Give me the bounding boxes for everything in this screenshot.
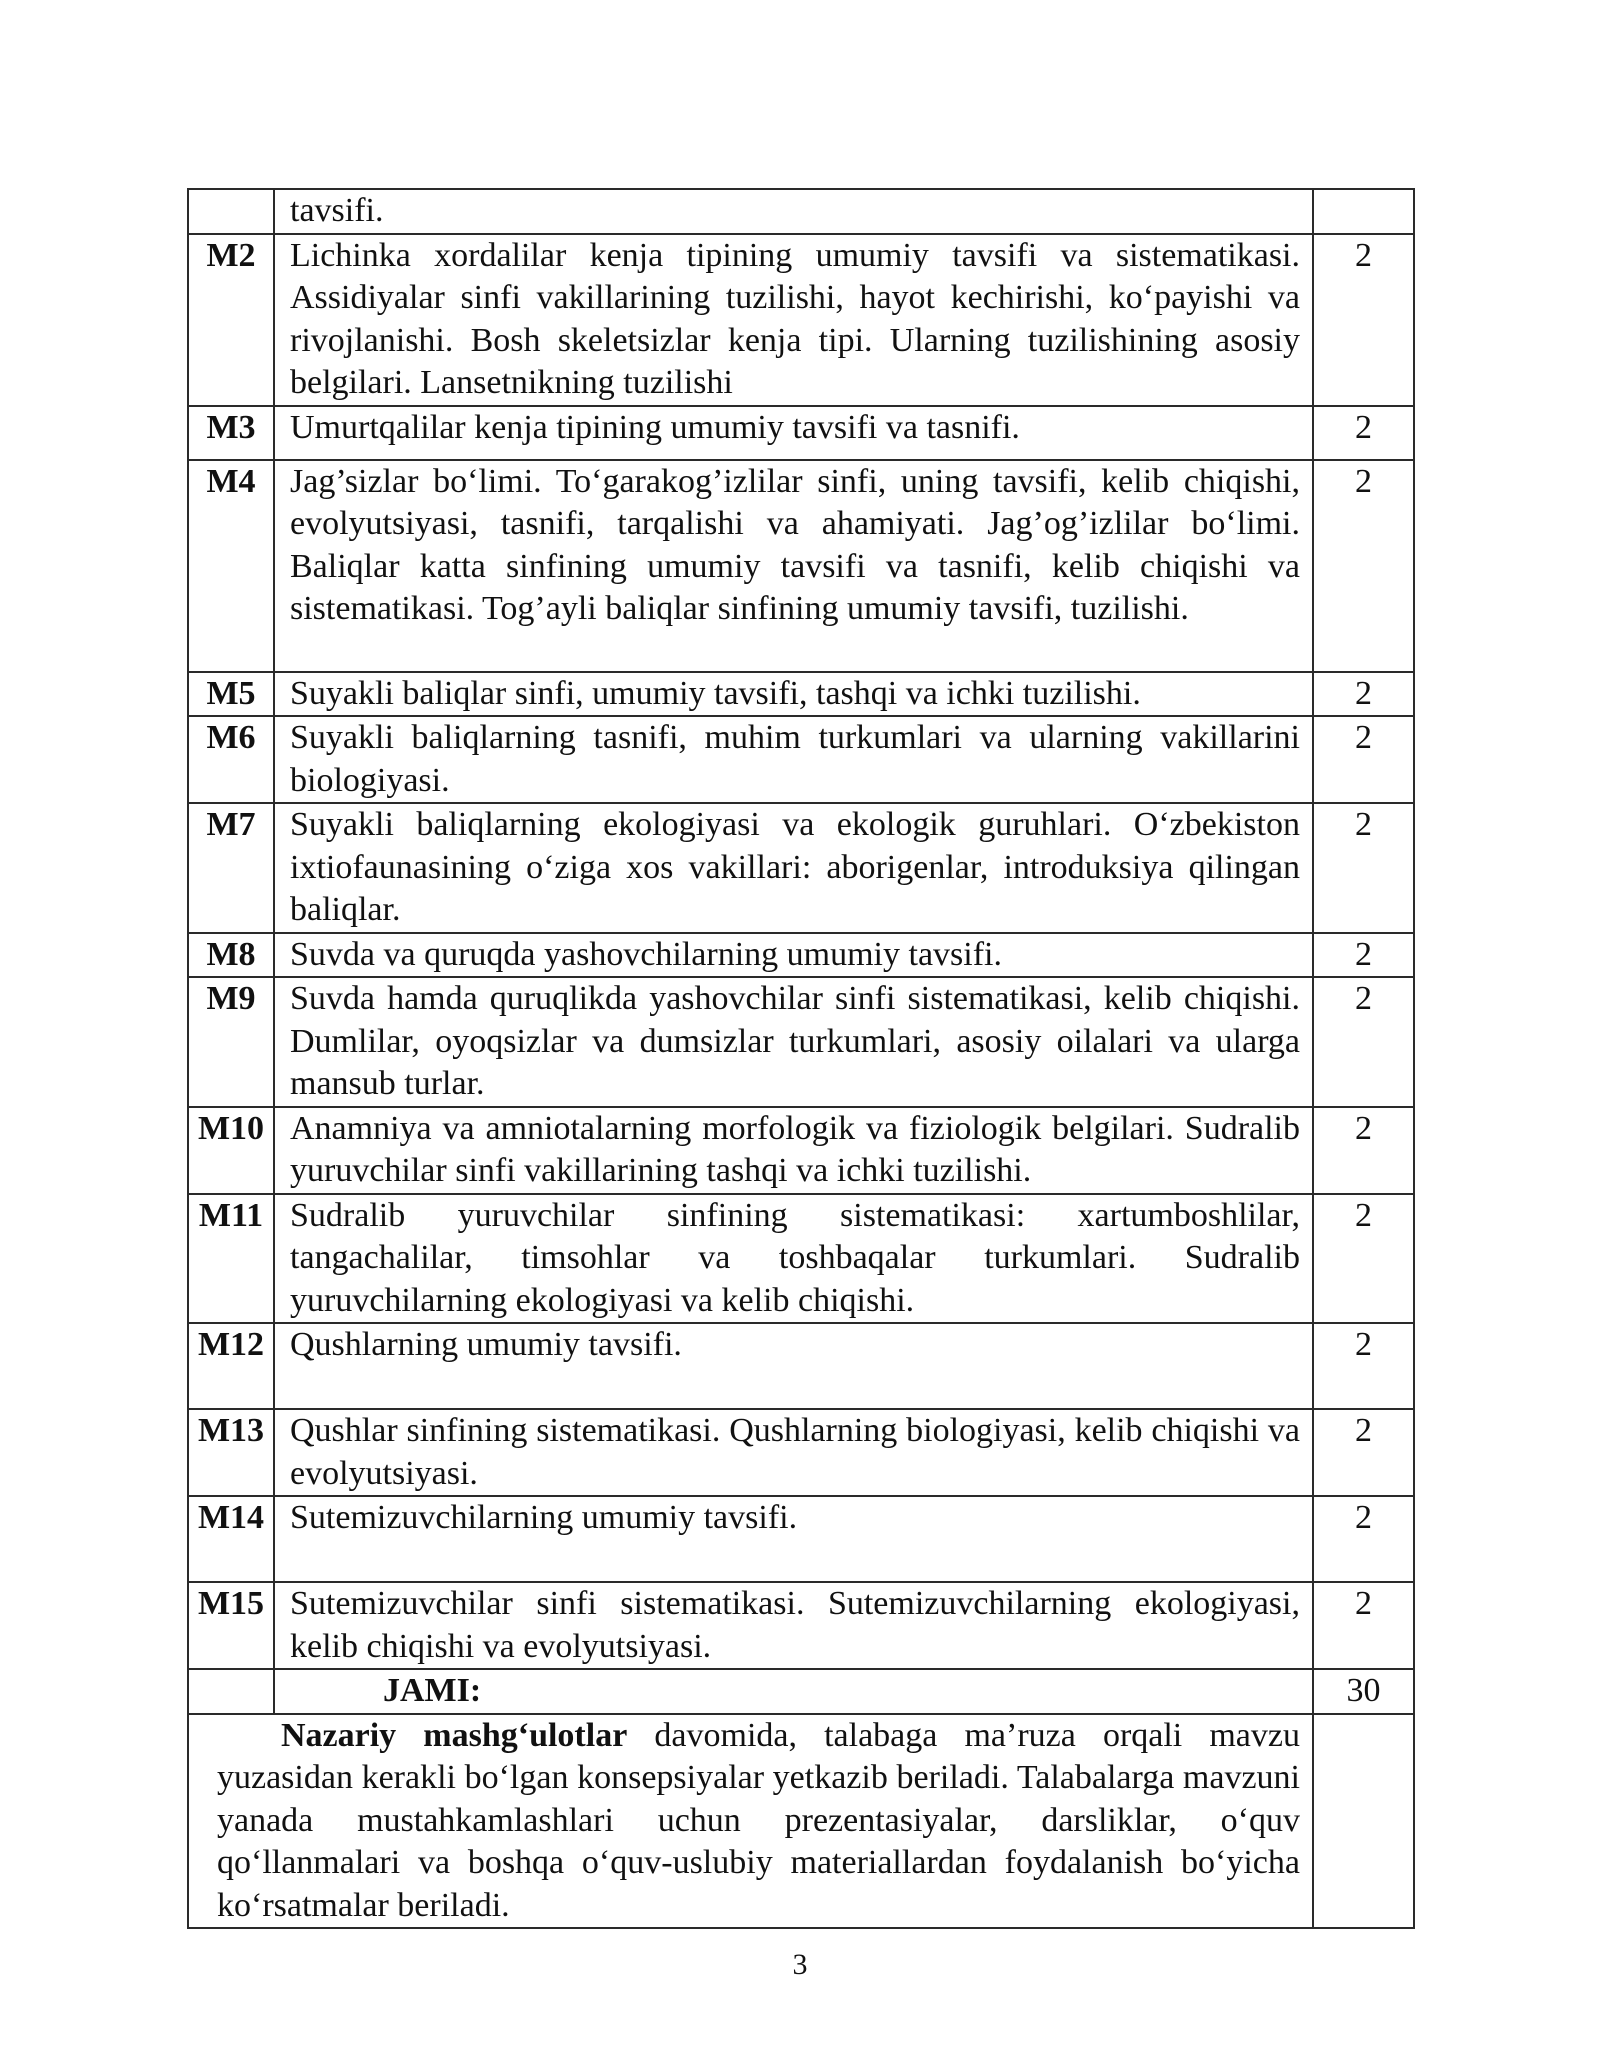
note-text: davomida, talabaga ma’ruza orqali mavzu yuzasidan kerakli bo‘lgan konsepsiyalar yetkazib beriladi. Talabalarga mavzuni yanada mustahkamlashlari uchun prezentasiyalar, darsliklar, o‘quv qo‘llanmalari va boshqa o‘quv-uslubiy materiallardan foydalanish bo‘yicha ko‘rsatmalar beriladi. <box>217 1716 1300 1924</box>
hours-value: 2 <box>1313 460 1414 672</box>
module-code: M14 <box>188 1496 274 1582</box>
table-row <box>188 460 1414 672</box>
hours-value: 2 <box>1313 1194 1414 1324</box>
table-row <box>188 1496 1414 1582</box>
topic-description: Umurtqalilar kenja tipining umumiy tavsifi va tasnifi. <box>274 406 1313 460</box>
topic-description: Suyakli baliqlarning ekologiyasi va ekologik guruhlari. O‘zbekiston ixtiofaunasining o‘ziga xos vakillari: aborigenlar, introduksiya qilingan baliqlar. <box>274 803 1313 933</box>
table-row <box>188 672 1414 717</box>
total-code-cell <box>188 1669 274 1714</box>
module-code: M12 <box>188 1323 274 1409</box>
topic-description: tavsifi. <box>274 189 1313 234</box>
topic-description: Sudralib yuruvchilar sinfining sistematikasi: xartumboshlilar, tangachalilar, timsohlar va toshbaqalar turkumlari. Sudralib yuruvchilarning ekologiyasi va kelib chiqishi. <box>274 1194 1313 1324</box>
hours-value: 2 <box>1313 234 1414 406</box>
note-cell <box>188 1714 1313 1929</box>
note-row <box>188 1714 1414 1929</box>
table-body <box>188 189 1414 1669</box>
hours-value <box>1313 189 1414 234</box>
lecture-topics-table <box>187 188 1415 1929</box>
hours-value: 2 <box>1313 1323 1414 1409</box>
module-code: M7 <box>188 803 274 933</box>
module-code: M8 <box>188 933 274 978</box>
table-row <box>188 1409 1414 1496</box>
module-code: M4 <box>188 460 274 672</box>
topic-description: Suvda hamda quruqlikda yashovchilar sinfi sistematikasi, kelib chiqishi. Dumlilar, oyoqsizlar va dumsizlar turkumlari, asosiy oilalari va ularga mansub turlar. <box>274 977 1313 1107</box>
hours-value: 2 <box>1313 1409 1414 1496</box>
topic-description: Qushlarning umumiy tavsifi. <box>274 1323 1313 1409</box>
topic-description: Suyakli baliqlar sinfi, umumiy tavsifi, tashqi va ichki tuzilishi. <box>274 672 1313 717</box>
topic-description: Suyakli baliqlarning tasnifi, muhim turkumlari va ularning vakillarini biologiyasi. <box>274 716 1313 803</box>
table-row <box>188 1194 1414 1324</box>
module-code: M5 <box>188 672 274 717</box>
table-row <box>188 234 1414 406</box>
topic-description: Qushlar sinfining sistematikasi. Qushlarning biologiyasi, kelib chiqishi va evolyutsiyasi. <box>274 1409 1313 1496</box>
topic-description: Sutemizuvchilar sinfi sistematikasi. Sutemizuvchilarning ekologiyasi, kelib chiqishi va evolyutsiyasi. <box>274 1582 1313 1669</box>
table-row <box>188 1582 1414 1669</box>
module-code: M15 <box>188 1582 274 1669</box>
module-code: M3 <box>188 406 274 460</box>
total-hours: 30 <box>1313 1669 1414 1714</box>
hours-value: 2 <box>1313 803 1414 933</box>
topic-description: Anamniya va amniotalarning morfologik va fiziologik belgilari. Sudralib yuruvchilar sinfi vakillarining tashqi va ichki tuzilishi. <box>274 1107 1313 1194</box>
table-row <box>188 1107 1414 1194</box>
table-row <box>188 803 1414 933</box>
topic-description: Lichinka xordalilar kenja tipining umumiy tavsifi va sistematikasi. Assidiyalar sinfi vakillarining tuzilishi, hayot kechirishi, ko‘payishi va rivojlanishi. Bosh skeletsizlar kenja tipi. Ularning tuzilishining asosiy belgilari. Lansetnikning tuzilishi <box>274 234 1313 406</box>
page-number: 3 <box>792 1948 808 1981</box>
hours-value: 2 <box>1313 406 1414 460</box>
table-row <box>188 1323 1414 1409</box>
table-row <box>188 189 1414 234</box>
hours-value: 2 <box>1313 1496 1414 1582</box>
table-row <box>188 406 1414 460</box>
hours-value: 2 <box>1313 1107 1414 1194</box>
table-row <box>188 716 1414 803</box>
module-code: M2 <box>188 234 274 406</box>
module-code: M6 <box>188 716 274 803</box>
table-row <box>188 977 1414 1107</box>
note-bold-term: Nazariy mashg‘ulotlar <box>281 1716 628 1754</box>
topic-description: Jag’sizlar bo‘limi. To‘garakog’izlilar sinfi, uning tavsifi, kelib chiqishi, evolyutsiyasi, tasnifi, tarqalishi va ahamiyati. Jag’og’izlilar bo‘limi. Baliqlar katta sinfining umumiy tavsifi va tasnifi, kelib chiqishi va sistematikasi. Tog’ayli baliqlar sinfining umumiy tavsifi, tuzilishi. <box>274 460 1313 672</box>
hours-value: 2 <box>1313 933 1414 978</box>
hours-value: 2 <box>1313 672 1414 717</box>
total-label: JAMI: <box>274 1669 1313 1714</box>
topic-description: Suvda va quruqda yashovchilarning umumiy tavsifi. <box>274 933 1313 978</box>
table-row <box>188 933 1414 978</box>
module-code: M9 <box>188 977 274 1107</box>
hours-value: 2 <box>1313 716 1414 803</box>
topic-description: Sutemizuvchilarning umumiy tavsifi. <box>274 1496 1313 1582</box>
hours-value: 2 <box>1313 977 1414 1107</box>
hours-value: 2 <box>1313 1582 1414 1669</box>
module-code: M10 <box>188 1107 274 1194</box>
module-code: M11 <box>188 1194 274 1324</box>
note-hours-cell <box>1313 1714 1414 1929</box>
module-code <box>188 189 274 234</box>
module-code: M13 <box>188 1409 274 1496</box>
total-row <box>188 1669 1414 1714</box>
